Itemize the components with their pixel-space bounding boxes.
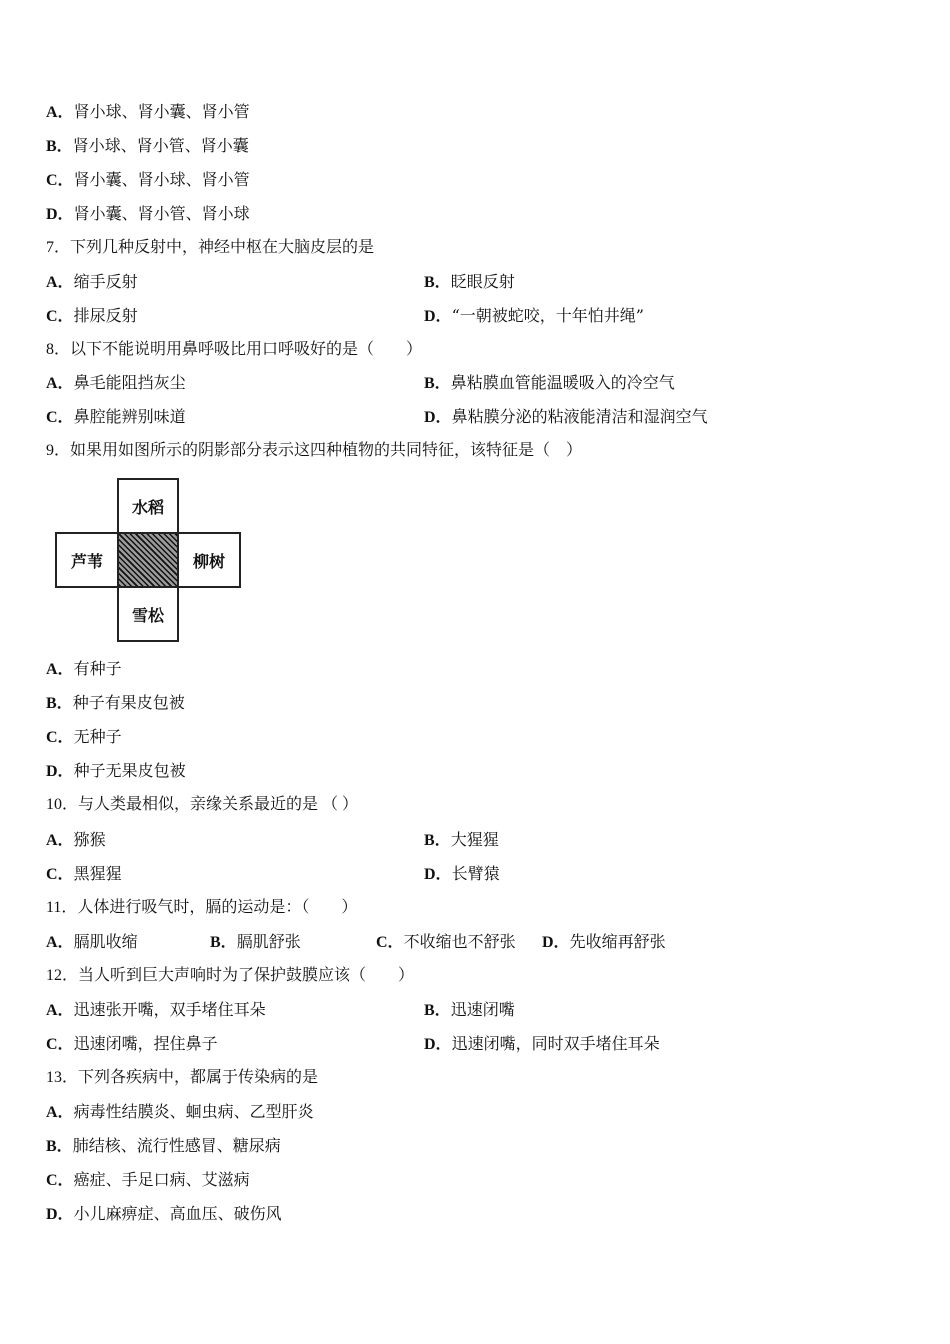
q11-option-a: A．膈肌收缩 [46, 932, 138, 951]
q9-option-a: A．有种子 [46, 659, 122, 678]
q10-option-c: C．黑猩猩 [46, 864, 122, 883]
q13-option-d: D．小儿麻痹症、高血压、破伤风 [46, 1204, 282, 1223]
q13-stem: 13．下列各疾病中，都属于传染病的是 [46, 1069, 319, 1086]
q9-option-c: C．无种子 [46, 727, 122, 746]
q10-option-d: D．长臂猿 [424, 864, 500, 883]
q12-option-c: C．迅速闭嘴，捏住鼻子 [46, 1034, 218, 1053]
q8-stem: 8．以下不能说明用鼻呼吸比用口呼吸好的是（ ） [46, 341, 423, 358]
q9-option-d: D．种子无果皮包被 [46, 761, 186, 780]
q8-option-d: D．鼻粘膜分泌的粘液能清洁和湿润空气 [424, 407, 708, 426]
q12-options-row1 [46, 998, 515, 1022]
q10-options-row1 [46, 828, 499, 852]
q7-stem: 7．下列几种反射中，神经中枢在大脑皮层的是 [46, 239, 375, 256]
q7-option-b: B．眨眼反射 [424, 272, 515, 291]
diagram-cell-cedar: 雪松 [117, 586, 179, 642]
q7-options-row2 [46, 304, 644, 328]
q6-option-a: A．肾小球、肾小囊、肾小管 [46, 102, 250, 121]
q11-option-c: C．不收缩也不舒张 [376, 932, 516, 951]
diagram-cell-reed: 芦苇 [55, 532, 119, 588]
q12-option-a: A．迅速张开嘴，双手堵住耳朵 [46, 1000, 266, 1019]
q10-option-b: B．大猩猩 [424, 830, 499, 849]
q8-option-b: B．鼻粘膜血管能温暖吸入的冷空气 [424, 373, 675, 392]
diagram-cell-rice: 水稻 [117, 478, 179, 534]
diagram-cell-willow: 柳树 [177, 532, 241, 588]
q8-option-c: C．鼻腔能辨别味道 [46, 407, 186, 426]
q11-stem: 11．人体进行吸气时，膈的运动是：（ ） [46, 899, 358, 916]
q8-options-row1 [46, 371, 675, 395]
q6-option-d: D．肾小囊、肾小管、肾小球 [46, 204, 250, 223]
q9-stem: 9．如果用如图所示的阴影部分表示这四种植物的共同特征，该特征是（ ） [46, 442, 583, 459]
q12-option-d: D．迅速闭嘴，同时双手堵住耳朵 [424, 1034, 660, 1053]
q6-option-b: B．肾小球、肾小管、肾小囊 [46, 136, 249, 155]
q13-option-c: C．癌症、手足口病、艾滋病 [46, 1170, 250, 1189]
q13-option-a: A．病毒性结膜炎、蛔虫病、乙型肝炎 [46, 1102, 314, 1121]
q12-stem: 12．当人听到巨大声响时为了保护鼓膜应该（ ） [46, 967, 415, 984]
q8-options-row2 [46, 405, 708, 429]
q10-options-row2 [46, 862, 500, 886]
q12-options-row2 [46, 1032, 660, 1056]
q7-option-c: C．排尿反射 [46, 306, 138, 325]
q10-stem: 10．与人类最相似，亲缘关系最近的是 （ ） [46, 796, 359, 813]
q12-option-b: B．迅速闭嘴 [424, 1000, 515, 1019]
q10-option-a: A．猕猴 [46, 830, 106, 849]
q8-option-a: A．鼻毛能阻挡灰尘 [46, 373, 186, 392]
q7-option-a: A．缩手反射 [46, 272, 138, 291]
q13-option-b: B．肺结核、流行性感冒、糖尿病 [46, 1136, 281, 1155]
q7-options-row1 [46, 270, 515, 294]
q9-option-b: B．种子有果皮包被 [46, 693, 185, 712]
q7-option-d: D．“一朝被蛇咬，十年怕井绳” [424, 306, 644, 325]
diagram-shaded-center [117, 532, 179, 588]
q11-option-b: B．膈肌舒张 [210, 932, 301, 951]
plant-venn-diagram [55, 478, 243, 642]
q11-option-d: D．先收缩再舒张 [542, 932, 666, 951]
q11-options-row [46, 930, 666, 954]
q6-option-c: C．肾小囊、肾小球、肾小管 [46, 170, 250, 189]
